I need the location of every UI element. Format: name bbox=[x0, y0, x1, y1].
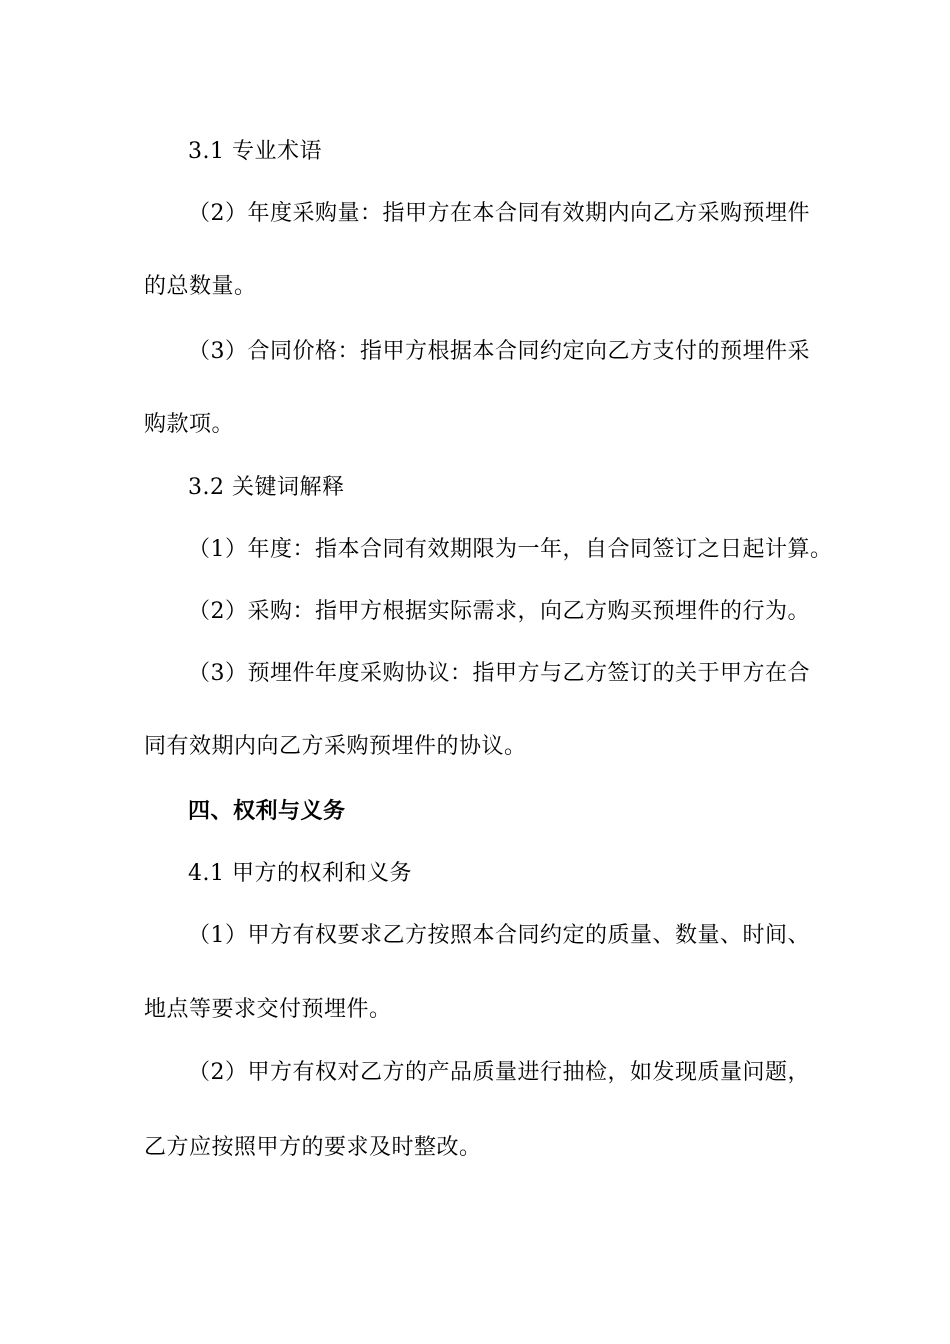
paragraph-line: （2）甲方有权对乙方的产品质量进行抽检，如发现质量问题， bbox=[188, 1060, 810, 1085]
paragraph-line: （2）年度采购量：指甲方在本合同有效期内向乙方采购预埋件 bbox=[188, 201, 810, 226]
paragraph-line: （3）预埋件年度采购协议：指甲方与乙方签订的关于甲方在合 bbox=[188, 661, 810, 686]
paragraph-line: （1）甲方有权要求乙方按照本合同约定的质量、数量、时间、 bbox=[188, 923, 810, 948]
paragraph-line: （2）采购：指甲方根据实际需求，向乙方购买预埋件的行为。 bbox=[188, 599, 810, 624]
paragraph-line: 购款项。 bbox=[144, 412, 235, 437]
paragraph-line: 的总数量。 bbox=[144, 274, 257, 299]
paragraph-line: 地点等要求交付预埋件。 bbox=[144, 997, 392, 1022]
paragraph-line: （1）年度：指本合同有效期限为一年，自合同签订之日起计算。 bbox=[188, 537, 833, 562]
paragraph-line: 乙方应按照甲方的要求及时整改。 bbox=[144, 1135, 482, 1160]
section-heading-4: 四、权利与义务 bbox=[188, 798, 346, 824]
paragraph-line: 同有效期内向乙方采购预埋件的协议。 bbox=[144, 734, 527, 759]
subsection-heading-3-1: 3.1 专业术语 bbox=[188, 139, 322, 164]
subsection-heading-4-1: 4.1 甲方的权利和义务 bbox=[188, 861, 412, 886]
paragraph-line: （3）合同价格：指甲方根据本合同约定向乙方支付的预埋件采 bbox=[188, 339, 810, 364]
subsection-heading-3-2: 3.2 关键词解释 bbox=[188, 475, 345, 500]
